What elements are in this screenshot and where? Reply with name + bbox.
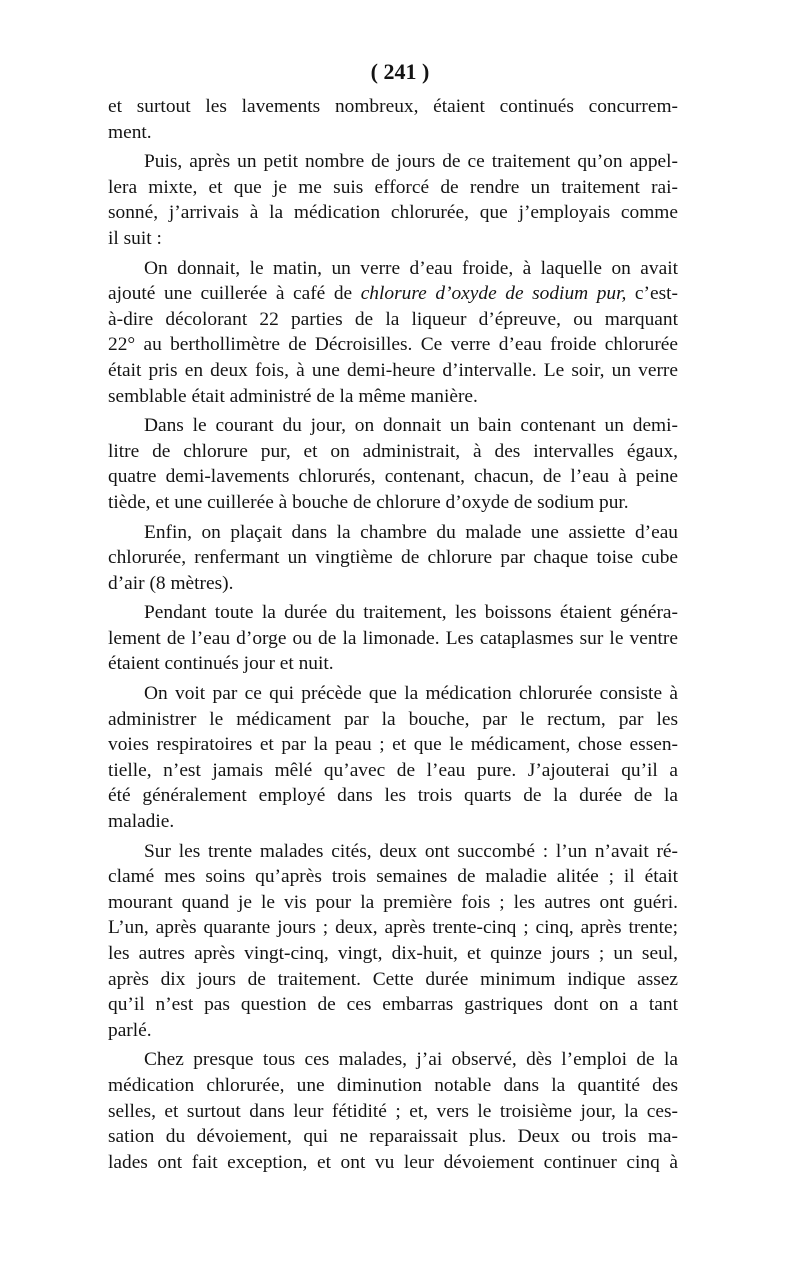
text-line: Sur les trente malades cités, deux ont succombé : l’un n’avait ré- [144,840,678,862]
body-text [108,94,678,1175]
text-line: Pendant toute la durée du traitement, les boissons étaient généra- [144,602,678,624]
text-line: sation du dévoiement, qui ne reparaissait plus. Deux ou trois ma- [108,1126,678,1148]
text-line [108,281,678,307]
text-line: il suit : [108,227,162,249]
text-line: selles, et surtout dans leur fétidité ; et, vers le troisième jour, la ces- [108,1100,678,1122]
text-line: maladie. [108,811,175,833]
text-line: et surtout les lavements nombreux, étaient continués concurrem- [108,96,678,117]
text-line: parlé. [108,1019,152,1041]
text-line: quatre demi-lavements chlorurés, contenant, chacun, de l’eau à peine [108,466,678,488]
text-run: ajouté une cuillerée à café de [108,283,361,305]
italic-term: chlorure d’oxyde de sodium pur, [360,283,627,305]
text-line: d’air (8 mètres). [108,572,234,594]
text-line: Puis, après un petit nombre de jours de ce traitement qu’on appel- [144,151,678,173]
text-line: médication chlorurée, une diminution notable dans la quantité des [108,1074,678,1096]
text-line: Enfin, on plaçait dans la chambre du malade une assiette d’eau [144,521,678,543]
text-line: lera mixte, et que je me suis efforcé de rendre un traitement rai- [108,176,678,198]
text-line: étaient continués jour et nuit. [108,653,334,675]
text-line: Dans le courant du jour, on donnait un bain contenant un demi- [144,415,678,437]
text-line: lement de l’eau d’orge ou de la limonade. Les cataplasmes sur le ventre [108,627,678,649]
text-line: 22° au berthollimètre de Décroisilles. Ce verre d’eau froide chlorurée [108,334,678,356]
text-line: à-dire décolorant 22 parties de la liqueur d’épreuve, ou marquant [108,308,678,330]
text-line: voies respiratoires et par la peau ; et que le médicament, chose essen- [108,734,678,756]
text-line: semblable était administré de la même manière. [108,385,478,407]
text-line: ment. [108,121,152,143]
text-line: après dix jours de traitement. Cette durée minimum indique assez [108,968,678,990]
text-run: c’est- [626,283,678,305]
text-line: chlorurée, renfermant un vingtième de chlorure par chaque toise cube [108,547,678,569]
text-line: L’un, après quarante jours ; deux, après trente-cinq ; cinq, après trente; [108,917,678,939]
text-line: été généralement employé dans les trois quarts de la durée de la [108,785,678,807]
text-line: litre de chlorure pur, et on administrait, à des intervalles égaux, [108,440,678,462]
text-line: était pris en deux fois, à une demi-heure d’intervalle. Le soir, un verre [108,359,678,381]
text-line: administrer le médicament par la bouche, par le rectum, par les [108,708,678,730]
text-line: sonné, j’arrivais à la médication chlorurée, que j’employais comme [108,202,678,224]
text-line: lades ont fait exception, et ont vu leur dévoiement continuer cinq à [108,1151,678,1173]
text-line: les autres après vingt-cinq, vingt, dix-huit, et quinze jours ; un seul, [108,943,678,964]
text-line: tiède, et une cuillerée à bouche de chlorure d’oxyde de sodium pur. [108,491,629,513]
text-line: mourant quand je le vis pour la première fois ; les autres ont guéri. [108,891,678,913]
page-number: ( 241 ) [370,59,430,84]
text-line: qu’il n’est pas question de ces embarras gastriques dont on a tant [108,994,678,1016]
text-line: tielle, n’est jamais mêlé qu’avec de l’eau pure. J’ajouterai qu’il a [108,759,678,781]
text-line: Chez presque tous ces malades, j’ai observé, dès l’emploi de la [144,1049,678,1071]
text-line: On donnait, le matin, un verre d’eau froide, à laquelle on avait [144,257,678,279]
text-line: clamé mes soins qu’après trois semaines de maladie alitée ; il était [108,866,678,888]
text-line: On voit par ce qui précède que la médication chlorurée consiste à [144,683,678,705]
